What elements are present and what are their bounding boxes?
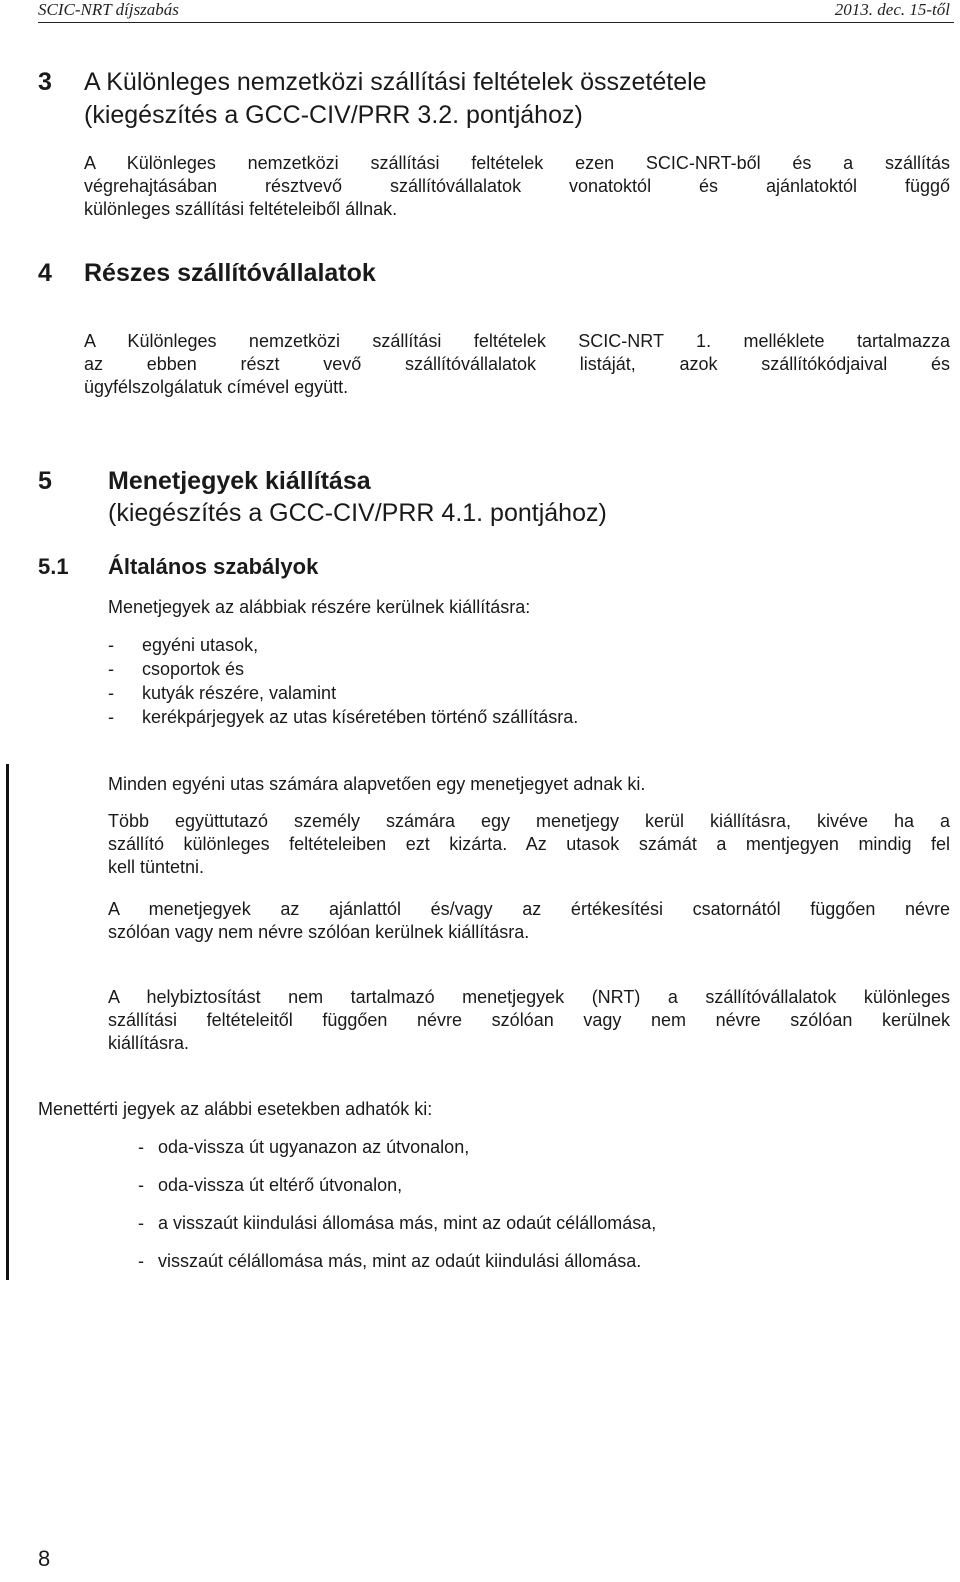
section-3-subtitle: (kiegészítés a GCC-CIV/PRR 3.2. pontjához) [84,101,583,129]
section-4-title: Részes szállítóvállalatok [84,259,376,287]
paragraph-line: végrehajtásában résztvevő szállítóvállalatok vonatoktól és ajánlatoktól függő [84,176,950,196]
paragraph-line: ügyfélszolgálatuk címével együtt. [84,377,349,397]
paragraph-line: Több együttutazó személy számára egy menetjegy kerül kiállításra, kivéve ha a [108,811,950,831]
section-5-1-para-3 [108,898,950,944]
page-number: 8 [38,1546,51,1571]
section-4-number: 4 [38,259,52,287]
section-3-number: 3 [38,68,52,96]
section-4-paragraph [84,330,950,399]
section-5-1-para-4 [108,986,950,1055]
paragraph-line: kell tüntetni. [108,857,205,877]
section-5-1-number: 5.1 [38,554,69,579]
section-5-1-title: Általános szabályok [108,554,319,579]
section-3-paragraph [84,152,950,221]
paragraph-line: A Különleges nemzetközi szállítási feltételek ezen SCIC-NRT-ből és a szállítás [84,153,950,173]
paragraph-line: A helybiztosítást nem tartalmazó menetjegyek (NRT) a szállítóvállalatok különleges [108,987,950,1007]
ticket-types-list: - egyéni utasok, - csoportok és - kutyák részére, valamint - kerékpárjegyek az utas kíséretében történő szállításra. [108,635,579,727]
section-5-title: Menetjegyek kiállítása [108,467,371,495]
return-tickets-intro: Menettérti jegyek az alábbi esetekben adhatók ki: [38,1099,433,1119]
section-3-title: A Különleges nemzetközi szállítási feltételek összetétele [84,68,707,96]
paragraph-line: szállítási feltételeitől függően névre szólóan vagy nem névre szólóan kerülnek [108,1010,950,1030]
section-5-1-para-1: Minden egyéni utas számára alapvetően egy menetjegyet adnak ki. [108,774,646,794]
header-left: SCIC-NRT díjszabás [38,0,179,19]
paragraph-line: az ebben részt vevő szállítóvállalatok listáját, azok szállítókódjaival és [84,354,950,374]
paragraph-line: szólóan vagy nem névre szólóan kerülnek kiállításra. [108,922,530,942]
header-right: 2013. dec. 15-től [834,0,950,19]
paragraph-line: különleges szállítási feltételeiből állnak. [84,199,398,219]
header-rule [38,22,954,23]
paragraph-line: szállító különleges feltételeiben ezt kizárta. Az utasok számát a mentjegyen mindig fel [108,834,950,854]
section-5-number: 5 [38,467,52,495]
return-tickets-list: - oda-vissza út ugyanazon az útvonalon, - oda-vissza út eltérő útvonalon, - a visszaút kiindulási állomása más, mint az odaút célállomása, - visszaút célállomása más, mint az odaút kiindulási állomása. [138,1137,657,1271]
section-5-1-intro: Menetjegyek az alábbiak részére kerülnek kiállításra: [108,597,531,617]
paragraph-line: kiállításra. [108,1033,190,1053]
paragraph-line: A Különleges nemzetközi szállítási feltételek SCIC-NRT 1. melléklete tartalmazza [84,331,950,351]
change-bar [6,764,9,1280]
section-5-subtitle: (kiegészítés a GCC-CIV/PRR 4.1. pontjához) [108,499,607,527]
paragraph-line: A menetjegyek az ajánlattól és/vagy az értékesítési csatornától függően névre [108,899,950,919]
section-5-1-para-2 [108,810,950,879]
